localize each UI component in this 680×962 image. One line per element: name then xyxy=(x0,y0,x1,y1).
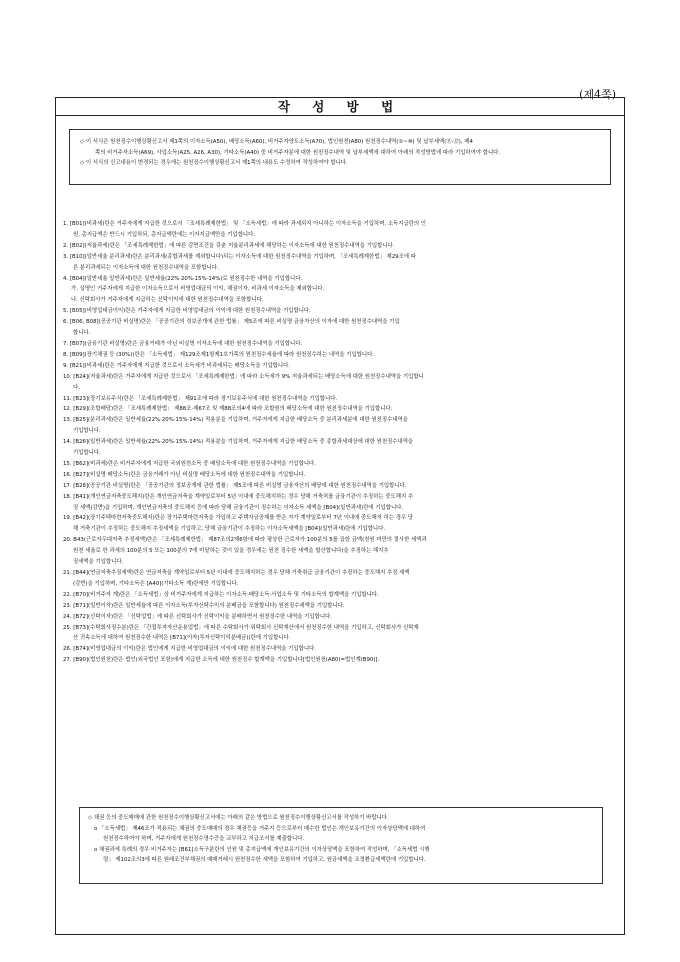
list-item: 기입합니다. xyxy=(73,450,101,457)
list-item: 17. [B28](공공기관 비실명)란은 「공공기관의 정보공개에 관한 법률」 제5조에 따른 비실명 금융자산의 배당에 대한 원천징수내역을 기입합니다. xyxy=(63,482,407,489)
list-item: 25. [B73](수탁회사징수분)란은 「간접투자자산운용업법」에 따른 수탁회사가 위탁회사 신탁재산에서 원천징수한 내역을 기입하고, 신탁회사가 신탁재 xyxy=(63,624,419,631)
note-line: ◇ 채권 등의 중도매매에 관한 원천징수이행상황신고서에는 아래의 같은 방법으로 원천징수이행상황신고서를 작성하기 바랍니다. xyxy=(88,815,389,821)
list-item: 6. [B06, B08](공공기관 비실명)란은 「공공기관의 정보공개에 관한 법률」 제5조에 따른 비실명 금융자산의 이자에 대한 원천징수내역을 기입 xyxy=(63,319,400,326)
list-item: 27. [B90](법인원천)란은 법인(외국법인 포함)에게 지급한 소득에 대한 원천징수 합계액을 기입합니다[법인원천(A80)=법인계(B90)]. xyxy=(63,657,380,664)
list-item: 19. [B42](장기주택마련저축중도해지)란은 장기주택마련저축을 가입하고 주택자금공제를 받은 자가 계약일로부터 7년 이내에 중도해지 하는 경우 당 xyxy=(63,515,414,522)
instruction-list xyxy=(63,219,618,666)
note-line: o 「소득세법」 제46조가 적용되는 채권의 중도매매의 경우 채권등을 거주지 등으로부터 매수한 법인은 개인보유기간의 이자상당액에 대하여 xyxy=(94,825,426,832)
list-item: 7. [B07](금융기관 비실명)란은 금융거래가 아닌 비실명 이자소득에 대한 원천징수내역을 기입합니다. xyxy=(63,340,303,347)
list-item: 다. xyxy=(73,384,80,391)
intro-line: 쪽의 비거주자소득(A69), 사업소득(A25, A26, A30), 기타소득(A40) 중 비거주자분에 대한 원천징수내역 및 납부세액에 대하여 아래의 작성방법에 따라 기입하여야 합니다. xyxy=(95,149,501,156)
list-item: (감면)을 기입하며, 기타소득은 [A40](기타소득 계)란에만 기입합니다. xyxy=(73,580,239,587)
intro-line: ◇ 이 서식은 원천징수이행상황신고서 제1쪽의 이자소득(A50), 배당소득(A60), 비거주자양도소득(A70), 법인원천(A80) 원천징수내역(①~⑩) 및 납부세액(⑪·⑫), 제4 xyxy=(80,139,473,145)
list-item: 18. [B41](개인연금저축중도해지)란은 개인연금저축을 계약일로부터 5년 이내에 중도해지하는 경우 당해 거축처를 금융기관이 추징하는 중도해지 추 xyxy=(63,493,414,500)
list-item: 2. [B02](저율과세)란은 「조세특례제한법」에 따른 감면조건을 갖춘 저율분리과세에 해당하는 이자소득에 대한 원천징수내역을 기입합니다. xyxy=(63,242,395,249)
page-title: 작 성 방 법 xyxy=(55,97,625,116)
list-item: 12. [B29](조합배당)란은 「조세특례제한법」 제88조·제67조 및 제88조의4에 따라 조합원의 배당소득에 대한 원천징수내역을 기입합니다. xyxy=(63,406,393,413)
note-line: 령」 제102조의3에 따른 원래조건부채권의 매매거래시 원천징수한 세액을 포함하여 기입하고, 원금세액을 조정환급세액란에 기입합니다. xyxy=(103,857,426,863)
list-item: 9. [B21](비과세)란은 거주자에게 지급한 것으로서 소득세가 비과세되는 배당소득을 기입합니다. xyxy=(63,362,291,369)
list-item: 해 거축기관이 추징하는 중도해지 추징세액을 기입하고, 당해 금융기관이 추징하는 이자소득세액을 [B04](일반과세)란에 기입합니다. xyxy=(73,526,386,533)
list-item: 26. [B74](비영업대금의 이익)란은 법인에게 지급한 비영업대금의 이익에 대한 원천징수내역을 기입합니다. xyxy=(63,646,316,653)
list-item: 21. [B44](연금저축추징세액)란은 연금저축을 계약일로부터 5년 이내에 중도해지하는 경우 당해 거축취급 금융기관이 추징하는 중도해지 추징 세액 xyxy=(63,570,410,576)
list-item: 1. [B01](비과세)란은 거주자에게 지급한 것으로서 「조세특례제한법」 및 「소득세법」에 따라 과세되지 아니하는 이자소득을 기입하며, 소득지급란의 인 xyxy=(63,221,426,227)
note-line: o 채권과세 특례의 경우 비거주자는 [B61]소득구분란의 인원 및 총지급액에 개인보유기간의 이자상당액을 포함하여 작성하며, 「소득세법 시행 xyxy=(94,846,430,853)
list-item: 22. [B70](비거주자 계)란은 「소득세법」상 비거주자에게 지급하는 이자소득·배당소득·사업소득 및 기타소득의 합계액을 기입합니다. xyxy=(63,591,379,598)
list-item: 원, 총지급액은 반드시 기입하되, 총지급액란에는 이자지급액만을 기입합니다. xyxy=(73,231,256,238)
list-item: 11. [B23](장기보유주식)란은 「조세특례제한법」 제91조에 따라 장기보유주식에 대한 원천징수내역을 기입합니다. xyxy=(63,395,338,402)
list-item: 3. [B10](일반세율 분리과세)란은 분리과세(종합과세를 제외합니다)되는 이자소득에 대한 원천징수내역을 기입하며, 「조세특례제한법」 제29조에 따 xyxy=(63,253,416,260)
list-item: 13. [B25](분리과세)란은 일반세율(22%·20%·15%·14%) 적용분을 기입하며, 거주자에게 지급한 배당소득 중 분리과세분에 대한 원천징수내역을 xyxy=(63,417,408,424)
intro-line: ◇ 이 서식의 신고내용이 변경되는 경우에는 원천징수이행상황신고서 제1쪽의 내용도 수정하여 작성하여야 합니다. xyxy=(80,160,348,166)
list-item: 16. [B27](비실명 배당소득)란은 금융거래가 아닌 비실명 배당소득에 대한 원천징수내역을 기입합니다. xyxy=(63,471,306,478)
list-item: 10. [B24](저율과세)란은 거주자에게 지급한 것으로서 「조세특례제한법」에 따라 소득세가 9% 저율과세되는 배당소득에 대한 원천징수내역을 기입합니 xyxy=(63,373,424,380)
list-item: 24. [B72](신탁이자)란은 「신탁업법」에 따른 신탁회사가 신탁이익을 분배하면서 원천징수한 내역을 기입합니다. xyxy=(63,613,332,620)
list-item: 4. [B04](일반세율 일반과세)란은 일반세율(22%·20%·15%·14%)로 원천징수한 내역을 기입합니다. xyxy=(63,275,303,282)
list-item: 징 세액(감면)을 기입하며, 개인연금저축의 중도해지 등에 따라 당해 금융기관이 징수하는 이자소득 세액을 [B04](일반과세)란에 기입합니다. xyxy=(73,504,404,511)
list-item: 5. [B05](비영업대금이익)란은 거주자에게 지급한 비영업대금의 이익에 대한 원천징수내역을 기입합니다. xyxy=(63,308,311,315)
list-item: 가. 실명인 거주자에게 지급한 이자소득으로서 비영업대금의 이익, 채권이자, 비과세 이자소득을 제외합니다. xyxy=(71,286,325,293)
list-item: 15. [B62](비과세)란은 비거주자에게 지급한 국외원천소득 중 배당소득에 대한 원천징수내역을 기입합니다. xyxy=(63,460,316,467)
list-item: 나. 신탁회사가 거주자에게 지급하는 신탁이익에 대한 원천징수내역을 포함합니다. xyxy=(71,297,264,304)
list-item: 른 분리과세되는 이자소득에 대한 원천징수내역을 포함합니다. xyxy=(73,264,219,271)
list-item: 산 귀속소득에 대하여 원천징수한 내역은 [B71](이자(투자신탁이익분배금))란에 기입합니다. xyxy=(73,635,291,642)
list-item: 23. [B71](일반이자)란은 일반세율에 따른 이자소득(투자신탁수익의 분배금을 포함합니다) 원천징수세액을 기입합니다. xyxy=(63,602,345,609)
note-line: 원천징수하여야 하며, 거주자에게 원천징수영수증을 교부하고 지급조서를 제출합니다. xyxy=(103,836,305,842)
list-item: 징세액을 기입합니다. xyxy=(73,559,124,566)
list-item: 합니다. xyxy=(73,330,91,337)
list-item: 원천 세율로 한 과세의 100분의 5 또는 100분의 7에 미달하는 것이 있을 경우에는 원천 징수한 세액을 합산합니다)을 추징하는 해지추 xyxy=(73,548,389,555)
list-item: 20. B43(근로자우대저축 추징세액)란은 「조세특례제한법」 제87조의2제6항에 따라 평상한 근로자가 100분의 5를 곱한 금액(천원 미만의 절사한 세액과 xyxy=(63,537,427,544)
list-item: 8. [B09](장기채권 등 (30%))란은 「소득세법」 제129조제1항제1호가목의 원천징수세율에 따라 원천징수하는 내역을 기입합니다. xyxy=(63,351,374,358)
page-number: (제4쪽) xyxy=(579,88,616,101)
intro-box xyxy=(69,129,611,185)
note-box xyxy=(79,807,603,884)
list-item: 14. [B26](일반과세)란은 일반세율(22%·20%·15%·14%) 적용분을 기입하며, 거주자에게 지급한 배당소득 중 종합과세대상에 대한 원천징수내역을 xyxy=(63,439,414,446)
list-item: 기입합니다. xyxy=(73,428,101,435)
